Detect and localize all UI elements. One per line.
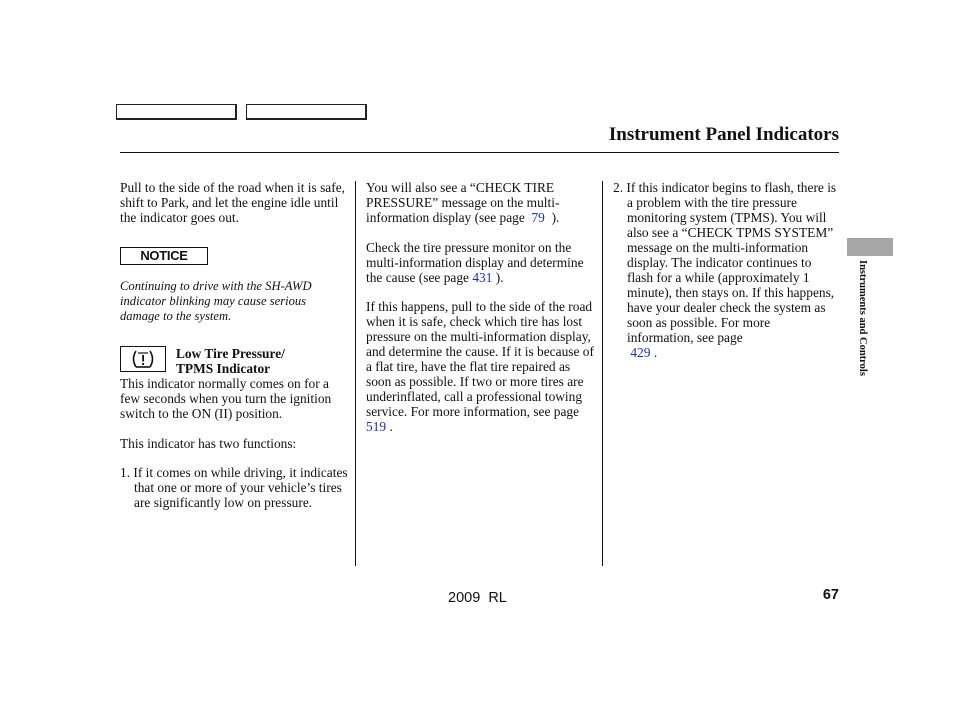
- paragraph-text: .: [389, 419, 393, 434]
- list-item: [120, 465, 348, 510]
- tpms-indicator-heading: [120, 346, 348, 376]
- paragraph-text: Check the tire pressure monitor on the multi-information display and determine the cause (see page: [366, 239, 584, 285]
- section-tab: [847, 238, 893, 256]
- column-1: [120, 180, 348, 510]
- page-link-519[interactable]: 519: [366, 419, 387, 434]
- page-link-79[interactable]: 79: [531, 210, 545, 225]
- footer-model: 2009 RL: [448, 590, 507, 606]
- paragraph: This indicator normally comes on for a few seconds when you turn the ignition switch to the ON (II) position.: [120, 376, 332, 421]
- indicator-title: TPMS Indicator: [176, 361, 271, 376]
- page-title: Instrument Panel Indicators: [608, 124, 839, 145]
- list-item-text: If it comes on while driving, it indicates that one or more of your vehicle’s tires are significantly low on pressure.: [133, 465, 348, 510]
- indicator-title: Low Tire Pressure/: [176, 346, 285, 361]
- page-link-431[interactable]: 431: [472, 269, 493, 285]
- next-page-button[interactable]: [246, 104, 367, 120]
- list-item: [613, 180, 838, 360]
- list-item-text: If this indicator begins to flash, there is a problem with the tire pressure monitoring system (TPMS). You will also see a “CHECK TPMS SYSTEM” message on the multi-information display. The indicator continues to flash for a while (approximately 1 minute), then stays on. If this happens, have your dealer check the system as soon as possible. For more information, see page: [626, 180, 837, 345]
- notice-label: NOTICE: [120, 247, 208, 265]
- column-divider: [602, 181, 603, 566]
- list-number: 2.: [613, 180, 627, 195]
- column-3: [613, 180, 838, 360]
- tpms-indicator-box: [120, 346, 166, 372]
- paragraph-text: If this happens, pull to the side of the road when it is safe, check which tire has lost pressure on the multi-information display, and determine the cause. If it is because of a flat tire, have the flat tire repaired as soon as possible. If two or more tires are underinflated, call a professional towing service. For more information, see page: [366, 299, 594, 419]
- title-divider: [120, 152, 839, 153]
- page-number: 67: [822, 587, 839, 603]
- list-number: 1.: [120, 465, 134, 480]
- paragraph: Pull to the side of the road when it is safe, shift to Park, and let the engine idle until the indicator goes out.: [120, 180, 345, 225]
- paragraph: [366, 299, 598, 434]
- tire-pressure-warning-icon: [130, 349, 156, 369]
- paragraph-text: You will also see a “CHECK TIRE PRESSURE” message on the multi-information display (see page: [366, 180, 560, 225]
- notice-text: Continuing to drive with the SH-AWD indicator blinking may cause serious damage to the system.: [120, 279, 312, 323]
- section-label: Instruments and Controls: [857, 260, 868, 376]
- column-2: [366, 180, 598, 434]
- paragraph: [366, 180, 598, 225]
- paragraph: [366, 240, 598, 285]
- previous-page-button[interactable]: [116, 104, 237, 120]
- page-link-429[interactable]: 429: [630, 345, 651, 360]
- column-divider: [355, 181, 356, 566]
- list-item-text: .: [653, 345, 658, 360]
- paragraph: This indicator has two functions:: [120, 435, 297, 451]
- paragraph-text: ).: [551, 210, 560, 225]
- paragraph-text: ).: [495, 269, 504, 285]
